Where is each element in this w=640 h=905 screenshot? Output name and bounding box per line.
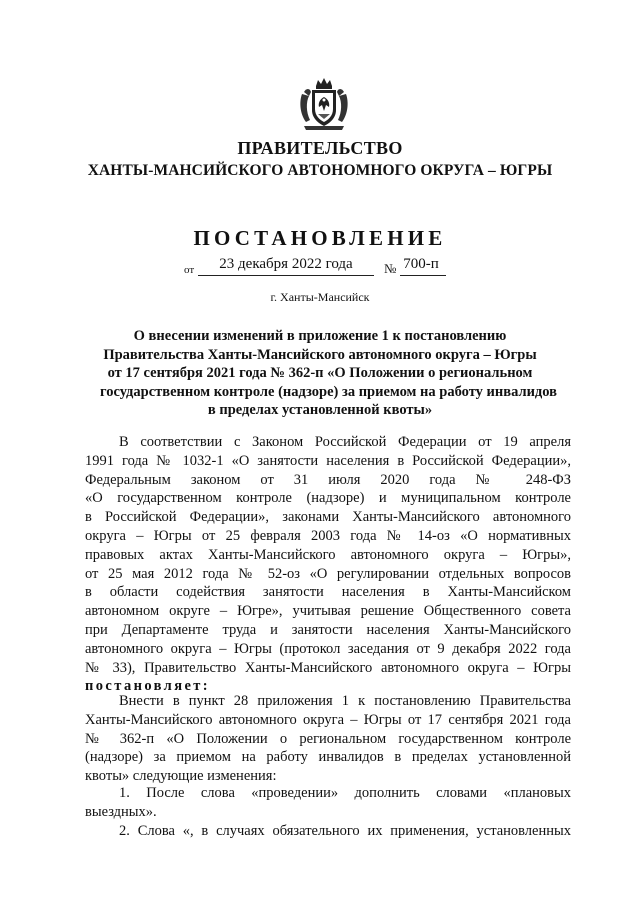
document-city: г. Ханты-Мансийск — [270, 290, 370, 304]
text-line: при Департаменте труда и занятости населения Ханты-Мансийского — [85, 621, 571, 638]
text-line: правовых актах Ханты-Мансийского автономного округа – Югры», — [85, 546, 571, 563]
text-line: 1991 года № 1032-1 «О занятости населения в Российской Федерации», — [85, 452, 571, 469]
text-line: от 25 мая 2012 года № 52-оз «О регулировании отдельных вопросов — [85, 565, 571, 582]
document-date: 23 декабря 2022 года — [219, 256, 353, 272]
text-line: Федеральным законом от 31 июля 2020 года № 248-ФЗ — [85, 471, 571, 488]
title-line: в пределах установленной квоты» — [207, 402, 433, 419]
date-underline — [198, 275, 374, 276]
main-paragraph — [85, 692, 571, 786]
number-underline — [400, 275, 446, 276]
title-line: от 17 сентября 2021 года № 362-п «О Положении о региональном — [107, 365, 533, 382]
text-line: В соответствии с Законом Российской Федерации от 19 апреля — [119, 434, 571, 450]
text-line: (надзоре) за приемом на работу инвалидов в пределах установленной — [85, 749, 571, 766]
text-line: выездных». — [85, 803, 157, 820]
title-line: Правительства Ханты-Мансийского автономного округа – Югры — [103, 346, 537, 363]
text-line: автономном округе – Югре», учитывая решение Общественного совета — [85, 603, 571, 620]
document-number: 700-п — [403, 256, 439, 272]
amendment-item-2 — [85, 822, 571, 841]
date-number-row — [184, 256, 464, 282]
number-label: № — [384, 261, 397, 276]
text-line: 2. Слова «, в случаях обязательного их применения, установленных — [119, 823, 571, 839]
preamble-paragraph — [85, 433, 571, 696]
text-line: «О государственном контроле (надзоре) и муниципальном контроле — [85, 490, 571, 507]
amendment-item-1 — [85, 784, 571, 822]
text-line: 1. После слова «проведении» дополнить словами «плановых — [119, 785, 571, 801]
text-line: № 33), Правительство Ханты-Мансийского автономного округа – Югры — [85, 659, 571, 676]
coat-of-arms-icon — [296, 76, 352, 132]
text-line: автономного округа – Югры (протокол заседания от 9 декабря 2022 года — [85, 640, 571, 657]
text-line: № 362-п «О Положении о региональном государственном контроле — [85, 730, 571, 747]
document-type-heading: ПОСТАНОВЛЕНИЕ — [193, 226, 447, 250]
text-line: в Российской Федерации», законами Ханты-Мансийского автономного — [85, 509, 571, 526]
text-line: Внести в пункт 28 приложения 1 к постановлению Правительства — [119, 693, 571, 709]
title-line: О внесении изменений в приложение 1 к постановлению — [133, 328, 507, 344]
text-line: Ханты-Мансийского автономного округа – Югры от 17 сентября 2021 года — [85, 711, 571, 728]
document-title — [100, 327, 557, 420]
text-line: округа – Югры от 25 февраля 2003 года № 14-оз «О нормативных — [85, 527, 571, 544]
title-line: государственном контроле (надзоре) за приемом на работу инвалидов — [100, 383, 557, 400]
resolves-word: постановляет: — [85, 678, 211, 695]
organization-name: ПРАВИТЕЛЬСТВО — [237, 138, 403, 158]
from-label: от — [184, 264, 195, 276]
organization-region: ХАНТЫ-МАНСИЙСКОГО АВТОНОМНОГО ОКРУГА – ЮГРЫ — [87, 162, 553, 179]
text-line: в области содействия занятости населения в Ханты-Мансийском — [85, 584, 571, 601]
text-line: квоты» следующие изменения: — [85, 768, 277, 785]
